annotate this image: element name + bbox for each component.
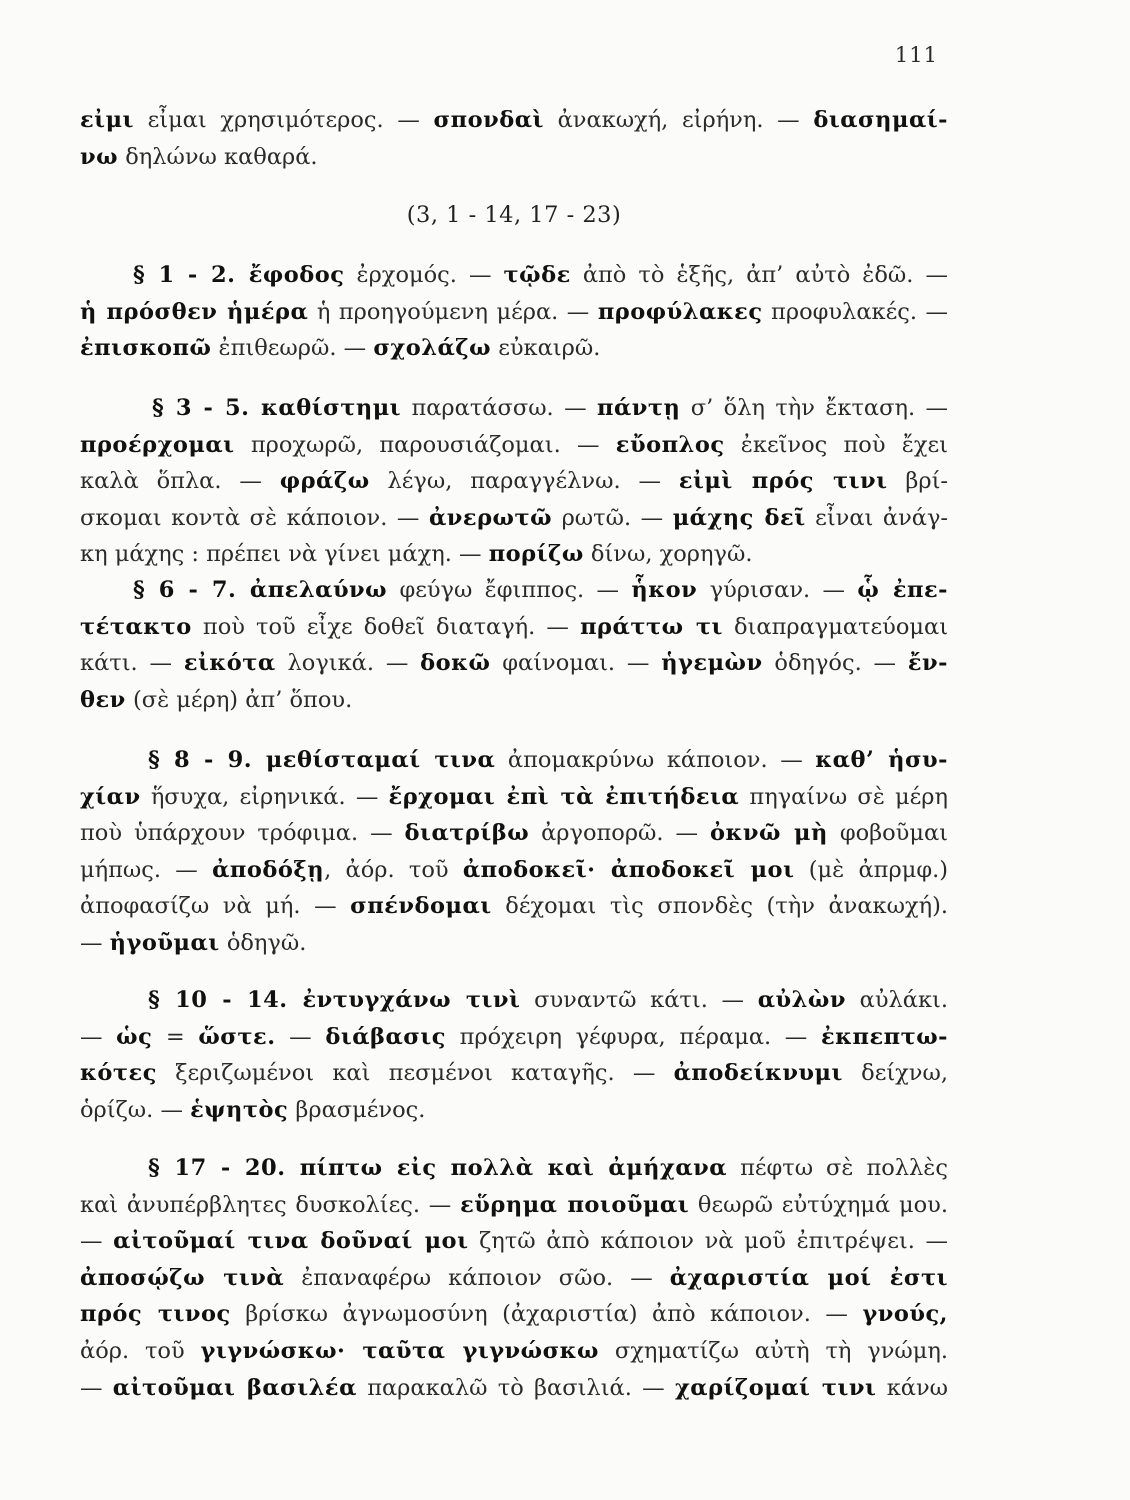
headword: ἀποδοκεῖ μοι (610, 856, 795, 883)
headword: νω (80, 143, 119, 170)
gloss-text: ἀπὸ τὸ ἑξῆς, ἀπ’ αὐτὸ ἐδῶ. — (570, 262, 948, 288)
gloss-text: — (80, 1023, 117, 1050)
headword: διασημαί- (813, 107, 948, 133)
gloss-text: σ’ ὅλη τὴν ἔκταση. — (680, 395, 948, 421)
headword: φράζω (279, 468, 370, 495)
gloss-text: — (80, 1374, 113, 1401)
headword: ἀποσῴζω τινὰ (80, 1264, 285, 1291)
headword: μάχης δεῖ (672, 504, 806, 531)
headword: ἀποδείκνυμι (673, 1060, 843, 1087)
text-line (80, 1370, 948, 1407)
gloss-text: ζητῶ ἀπὸ κάποιον νὰ μοῦ ἐπιτρέψει. — (468, 1228, 949, 1255)
gloss-text: κάτι. — (80, 650, 184, 677)
section-3-5 (80, 390, 948, 573)
gloss-text: ξεριζωμένοι καὶ πεσμένοι καταγῆς. — (156, 1060, 674, 1087)
headword: ἐντυγχάνω τινὶ (302, 987, 521, 1013)
headword: ἔν- (907, 650, 948, 677)
headword: ἀποδοκεῖ· (462, 856, 611, 883)
gloss-text: προχωρῶ, παρουσιάζομαι. — (234, 431, 616, 458)
headword: εἰκότα (183, 650, 276, 677)
gloss-text: σκομαι κοντὰ σὲ κάποιον. — (80, 504, 429, 531)
headword: ὥστε. (198, 1023, 276, 1050)
headword: ταῦτα γιγνώσκω (362, 1337, 599, 1364)
text-line (80, 1333, 948, 1370)
headword: ἔρχομαι ἐπὶ τὰ ἐπιτήδεια (388, 783, 740, 810)
gloss-text: ἐπιθεωρῶ. — (211, 335, 374, 362)
gloss-text: ἀποφασίζω νὰ μή. — (80, 893, 351, 920)
gloss-text: λέγω, παραγγέλνω. — (369, 468, 679, 495)
continued-paragraph (80, 102, 948, 175)
gloss-text: δίνω, χορηγῶ. (583, 541, 753, 568)
headword: προέρχομαι (80, 431, 235, 458)
headword: ᾧ ἐπε- (857, 577, 949, 603)
gloss-text: φαίνομαι. — (490, 650, 662, 677)
gloss-text: παρατάσσω. — (401, 395, 597, 421)
headword: πορίζω (488, 541, 584, 568)
headword: χαρίζομαί τινι (674, 1374, 877, 1401)
gloss-text: εἶναι ἀνάγ- (805, 504, 948, 531)
headword: προφύλακες (597, 298, 763, 325)
gloss-text: βρασμένος. (288, 1096, 426, 1123)
headword: ἐπισκοπῶ (80, 335, 212, 362)
gloss-text: ἀπομακρύνω κάποιον. — (495, 747, 816, 773)
headword: ἔφοδος (248, 262, 345, 288)
headword: εἰμὶ πρός τινι (678, 468, 888, 495)
headword: σπένδομαι (350, 893, 492, 920)
headword: καθίστημι (261, 395, 402, 421)
headword: πάντῃ (596, 395, 681, 421)
text-line (80, 139, 948, 176)
gloss-text: διαπραγματεύομαι (722, 613, 949, 640)
text-line (80, 536, 948, 573)
headword: γνούς, (862, 1301, 948, 1328)
text-line (80, 1092, 948, 1129)
text-line (80, 779, 948, 816)
headword: καθ’ ἡσυ- (815, 747, 948, 773)
gloss-text: καλὰ ὅπλα. — (80, 468, 280, 495)
text-line (80, 427, 948, 464)
gloss-text: ποὺ τοῦ εἶχε δοθεῖ διαταγή. — (191, 613, 581, 640)
page-number: 111 (894, 43, 938, 67)
headword: εὕρημα ποιοῦμαι (460, 1191, 690, 1218)
gloss-text: πρόχειρη γέφυρα, πέραμα. — (445, 1023, 821, 1050)
text-line (80, 1187, 948, 1224)
headword: τέτακτο (80, 613, 192, 640)
gloss-text: — (80, 929, 110, 956)
section-number: § 8 - 9. (148, 747, 266, 773)
gloss-text: κάνω (876, 1374, 948, 1401)
headword: ἑψητὸς (190, 1096, 289, 1123)
section-17-20 (80, 1150, 948, 1406)
gloss-text: σχηματίζω αὐτὴ τὴ γνώμη. (598, 1337, 948, 1364)
gloss-text: ἐκεῖνος ποὺ ἔχει (724, 431, 948, 458)
gloss-text: (σὲ μέρη) ἀπ’ ὅπου. (125, 686, 353, 713)
headword: διάβασις (325, 1023, 446, 1050)
section-6-7 (80, 572, 948, 718)
gloss-text: ἥσυχα, εἰρηνικά. — (140, 783, 389, 810)
text-line (80, 294, 948, 331)
gloss-text: πέφτω σὲ πολλὲς (727, 1155, 948, 1181)
headword: μεθίσταμαί τινα (265, 747, 496, 773)
section-10-14 (80, 982, 948, 1128)
headword: αἰτοῦμαι βασιλέα (112, 1374, 357, 1401)
text-line (80, 815, 948, 852)
gloss-text: προφυλακές. — (762, 298, 948, 325)
text-line (80, 390, 948, 427)
gloss-text: , ἀόρ. τοῦ (324, 856, 463, 883)
gloss-text: παρακαλῶ τὸ βασιλιά. — (356, 1374, 675, 1401)
section-number: § 6 - 7. (133, 577, 250, 603)
text-line (80, 742, 948, 779)
text-line (80, 852, 948, 889)
gloss-text: λογικά. — (275, 650, 421, 677)
headword: ἀχαριστία μοί ἐστι (669, 1264, 948, 1291)
headword: εἰμι (80, 107, 134, 133)
gloss-text: βρίσκω ἀγνωμοσύνη (ἀχαριστία) ἀπὸ κάποιον. — (230, 1301, 863, 1328)
gloss-text: ὁρίζω. — (80, 1096, 191, 1123)
headword: θεν (80, 686, 126, 713)
headword: ἀποδόξῃ (212, 856, 325, 883)
headword: ἡγεμὼν (661, 650, 763, 677)
headword: κότες (80, 1060, 157, 1087)
section-number: § 3 - 5. (152, 395, 262, 421)
gloss-text: φοβοῦμαι (827, 820, 948, 847)
headword: ἀνερωτῶ (428, 504, 553, 531)
gloss-text: καὶ ἀνυπέρβλητες δυσκολίες. — (80, 1191, 461, 1218)
gloss-text: δείχνω, (842, 1060, 948, 1087)
text-line (80, 1296, 948, 1333)
headword: διατρίβω (404, 820, 530, 847)
headword: ἡ πρόσθεν ἡμέρα (80, 298, 309, 325)
gloss-text: ἡ προηγούμενη μέρα. — (308, 298, 598, 325)
gloss-text: μήπως. — (80, 856, 213, 883)
section-number: § 10 - 14. (148, 987, 303, 1013)
gloss-text: ρωτῶ. — (552, 504, 673, 531)
text-line (80, 925, 948, 962)
gloss-text: ἐρχομός. — (344, 262, 504, 288)
text-line (80, 1223, 948, 1260)
text-line (80, 645, 948, 682)
gloss-text: ποὺ ὑπάρχουν τρόφιμα. — (80, 820, 405, 847)
text-line (80, 1019, 948, 1056)
headword: ἀπελαύνω (249, 577, 388, 603)
gloss-text: συναντῶ κάτι. — (520, 987, 758, 1013)
gloss-text: βρί- (887, 468, 949, 495)
text-line (80, 682, 948, 719)
chapter-range-heading: (3, 1 - 14, 17 - 23) (406, 202, 622, 228)
headword: σπονδαὶ (433, 107, 544, 133)
gloss-text: ὁδηγός. — (762, 650, 908, 677)
headword: ὀκνῶ μὴ (709, 820, 828, 847)
gloss-text: ὁδηγῶ. (219, 929, 307, 956)
headword: τῷδε (503, 262, 571, 288)
section-1-2 (80, 257, 948, 367)
gloss-text: φεύγω ἔφιππος. — (387, 577, 632, 603)
gloss-text: γύρισαν. — (697, 577, 858, 603)
headword: εὔοπλος (615, 431, 725, 458)
headword: χίαν (80, 783, 141, 810)
gloss-text: κη μάχης : πρέπει νὰ γίνει μάχη. — (80, 541, 489, 568)
section-number: § 17 - 20. (148, 1155, 300, 1181)
headword: πίπτω εἰς πολλὰ καὶ ἀμήχανα (299, 1155, 728, 1181)
gloss-text: ἐπαναφέρω κάποιον σῶο. — (284, 1264, 670, 1291)
headword: αἰτοῦμαί τινα δοῦναί μοι (113, 1228, 469, 1255)
text-line (80, 1260, 948, 1297)
gloss-text: εἶμαι χρησιμότερος. — (133, 107, 434, 133)
headword: ἧκον (631, 577, 698, 603)
headword: ὡς (116, 1023, 153, 1050)
gloss-text: αὐλάκι. (845, 987, 949, 1013)
gloss-text: — (80, 1228, 114, 1255)
gloss-text: — (275, 1023, 326, 1050)
text-line (80, 982, 948, 1019)
gloss-text: ἀόρ. τοῦ (80, 1337, 201, 1364)
text-line (80, 888, 948, 925)
headword: σχολάζω (373, 335, 492, 362)
gloss-text: δέχομαι τὶς σπονδὲς (τὴν ἀνακωχή). (491, 893, 948, 920)
text-line (80, 330, 948, 367)
gloss-text: (μὲ ἀπρμφ.) (794, 856, 949, 883)
text-line (80, 572, 948, 609)
text-line (80, 1150, 948, 1187)
gloss-text: ἀνακωχή, εἰρήνη. — (543, 107, 814, 133)
text-line (80, 102, 948, 139)
headword: αὐλὼν (757, 987, 846, 1013)
section-number: § 1 - 2. (133, 262, 249, 288)
section-8-9 (80, 742, 948, 962)
headword: ἡγοῦμαι (109, 929, 220, 956)
headword: πράττω τι (580, 613, 723, 640)
headword: γιγνώσκω· (200, 1337, 363, 1364)
text-line (80, 257, 948, 294)
gloss-text: ἀργοπορῶ. — (529, 820, 710, 847)
gloss-text: πηγαίνω σὲ μέρη (739, 783, 949, 810)
text-line (80, 609, 948, 646)
gloss-text: δηλώνω καθαρά. (118, 143, 318, 170)
headword: δοκῶ (420, 650, 491, 677)
gloss-text: θεωρῶ εὐτύχημά μου. (689, 1191, 948, 1218)
text-line (80, 463, 948, 500)
headword: ἐκπεπτω- (820, 1023, 948, 1050)
gloss-text: εὐκαιρῶ. (491, 335, 601, 362)
headword: πρός τινος (80, 1301, 231, 1328)
gloss-text: = (152, 1023, 199, 1050)
text-line (80, 1055, 948, 1092)
text-line (80, 500, 948, 537)
